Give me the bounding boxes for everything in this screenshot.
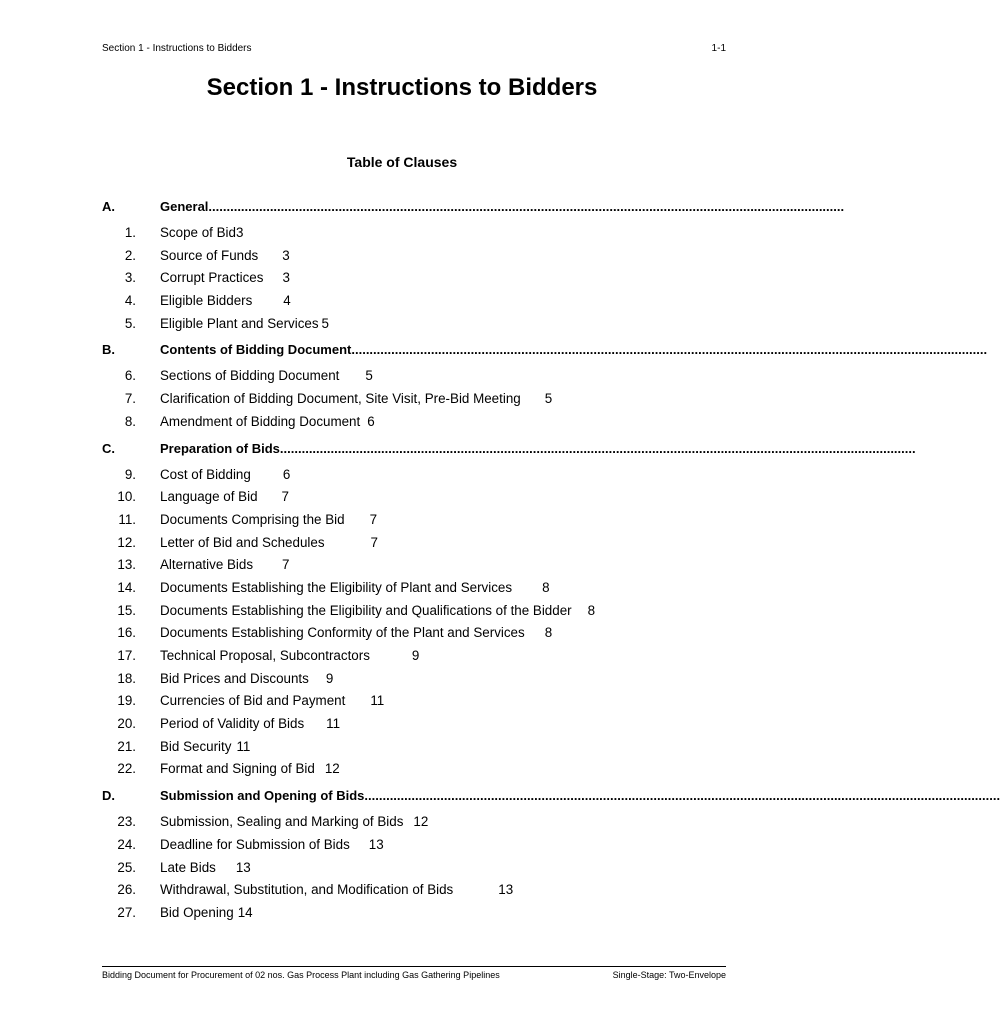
clause-page-number: 3 [282,247,290,263]
clause-entry[interactable] [102,464,718,487]
clause-entry[interactable] [102,902,718,925]
clause-entry[interactable] [102,834,718,857]
clause-title: Late Bids [160,859,216,875]
clause-number: 17. [117,648,136,663]
clause-entry[interactable] [102,532,718,555]
clause-page-number: 5 [365,368,373,384]
section-letter: A. [102,199,115,214]
clause-number: 7. [124,391,136,407]
clause-title: Documents Comprising the Bid [160,511,345,527]
clause-title: Bid Opening [160,904,234,920]
section-letter: D. [102,788,115,804]
clause-number: 3. [124,270,136,286]
clause-title: Corrupt Practices [160,270,264,286]
footer-divider [102,966,726,967]
clause-number: 5. [124,315,136,331]
clause-title: Bid Security [160,738,232,754]
clause-title: Alternative Bids [160,557,254,573]
clause-page-number: 3 [282,270,290,286]
clause-page-number: 12 [413,814,429,830]
clause-page-number: 6 [282,466,291,482]
toc-heading: Table of Clauses [346,154,458,170]
clause-page-number: 14 [237,904,253,920]
clause-number: 11. [118,511,136,527]
clause-page-number: 13 [498,882,514,898]
clause-title: Documents Establishing Conformity of the Plant and Services [160,625,525,641]
clause-number: 23. [117,814,136,830]
clause-title: Bid Prices and Discounts [160,670,309,686]
clause-entry[interactable] [102,313,718,336]
clause-page-number: 6 [367,413,375,429]
clause-title: Deadline for Submission of Bids [160,836,350,852]
clause-page-number: 3 [235,225,244,240]
section-title: Preparation of Bids [160,440,280,456]
clause-number: 10. [117,489,136,505]
clause-entry[interactable] [102,622,718,645]
clause-title: Eligible Bidders [160,293,253,309]
clause-entry[interactable] [102,267,718,290]
clause-page-number: 13 [368,836,384,852]
clause-entry[interactable] [102,713,718,736]
table-of-clauses [102,196,1000,925]
clause-entry[interactable] [102,290,718,313]
section-heading[interactable] [102,196,845,218]
clause-entry[interactable] [102,486,718,509]
clause-title: Documents Establishing the Eligibility and Qualifications of the Bidder [160,602,572,618]
clause-entry[interactable] [102,879,718,902]
clause-number: 24. [117,836,136,852]
clause-title: Documents Establishing the Eligibility of Plant and Services [160,579,513,595]
running-header-title: Section 1 - Instructions to Bidders [102,43,252,54]
clause-page-number: 9 [325,670,334,686]
section-heading[interactable] [102,785,1000,807]
clause-page-number: 13 [235,859,251,875]
clause-page-number: 7 [369,511,378,527]
dot-leader: ................................................................................................................................................................................ [279,440,916,456]
clause-entry[interactable] [102,645,718,668]
clause-entry[interactable] [102,857,718,880]
clause-page-number: 7 [282,557,290,573]
clause-entry[interactable] [102,388,718,411]
clause-entry[interactable] [102,509,718,532]
clause-number: 13. [117,557,136,573]
clause-page-number: 12 [324,761,340,777]
clause-entry[interactable] [102,758,718,781]
clause-page-number: 5 [544,391,553,407]
clause-title: Withdrawal, Substitution, and Modification of Bids [160,882,454,898]
clause-title: Eligible Plant and Services [160,315,319,331]
clause-number: 8. [124,413,136,429]
clause-title: Clarification of Bidding Document, Site Visit, Pre-Bid Meeting [160,391,521,407]
footer-document-title: Bidding Document for Procurement of 02 nos. Gas Process Plant including Gas Gathering Pipelines [102,970,500,980]
clause-number: 26. [117,882,136,898]
clause-entry[interactable] [102,577,718,600]
clause-page-number: 11 [236,738,251,754]
clause-entry[interactable] [102,690,718,713]
clause-entry[interactable] [102,554,718,577]
clause-page-number: 9 [411,648,420,663]
clause-page-number: 7 [370,534,378,550]
clause-entry[interactable] [102,736,718,759]
clause-page-number: 8 [544,625,553,641]
clause-number: 15. [117,602,136,618]
clause-title: Technical Proposal, Subcontractors [160,648,370,663]
clause-number: 14. [117,579,136,595]
clause-number: 22. [117,761,136,777]
clause-page-number: 11 [326,716,341,732]
clause-number: 27. [117,904,136,920]
clause-title: Letter of Bid and Schedules [160,534,325,550]
clause-number: 9. [124,466,136,482]
clause-entry[interactable] [102,222,718,245]
clause-title: Format and Signing of Bid [160,761,315,777]
clause-number: 25. [117,859,136,875]
section-letter: C. [102,440,115,456]
clause-title: Cost of Bidding [160,466,251,482]
clause-number: 12. [117,534,136,550]
clause-number: 18. [117,670,136,686]
dot-leader: ................................................................................................................................................................................ [208,199,845,214]
clause-entry[interactable] [102,245,718,268]
clause-page-number: 8 [542,579,550,595]
page-title: Section 1 - Instructions to Bidders [206,74,598,101]
clause-entry[interactable] [102,411,718,434]
clause-number: 20. [117,716,136,732]
clause-page-number: 4 [283,293,291,309]
footer-procedure: Single-Stage: Two-Envelope [612,970,726,980]
clause-page-number: 8 [587,602,596,618]
clause-title: Currencies of Bid and Payment [160,693,346,709]
clause-number: 21. [117,738,136,754]
clause-title: Language of Bid [160,489,258,505]
clause-number: 16. [117,625,136,641]
clause-entry[interactable] [102,668,718,691]
section-letter: B. [102,342,115,358]
clause-number: 4. [124,293,136,309]
section-heading[interactable] [102,339,988,361]
clause-page-number: 7 [281,489,289,505]
clause-number: 1. [124,225,136,240]
clause-title: Amendment of Bidding Document [160,413,361,429]
clause-title: Sections of Bidding Document [160,368,340,384]
clause-entry[interactable] [102,600,718,623]
dot-leader: ................................................................................................................................................................................ [364,788,1000,804]
clause-number: 19. [117,693,136,709]
clause-page-number: 11 [370,693,385,709]
clause-entry[interactable] [102,365,718,388]
section-title: Contents of Bidding Document [160,342,352,358]
clause-title: Submission, Sealing and Marking of Bids [160,814,404,830]
clause-page-number: 5 [321,315,329,331]
clause-title: Scope of Bid [160,225,236,240]
clause-entry[interactable] [102,811,718,834]
clause-number: 6. [124,368,136,384]
section-heading[interactable] [102,438,916,460]
dot-leader: ................................................................................................................................................................................ [351,342,988,358]
page-number: 1-1 [711,43,726,54]
clause-number: 2. [124,247,136,263]
section-title: General [160,199,209,214]
clause-title: Source of Funds [160,247,259,263]
section-title: Submission and Opening of Bids [160,788,365,804]
clause-title: Period of Validity of Bids [160,716,305,732]
